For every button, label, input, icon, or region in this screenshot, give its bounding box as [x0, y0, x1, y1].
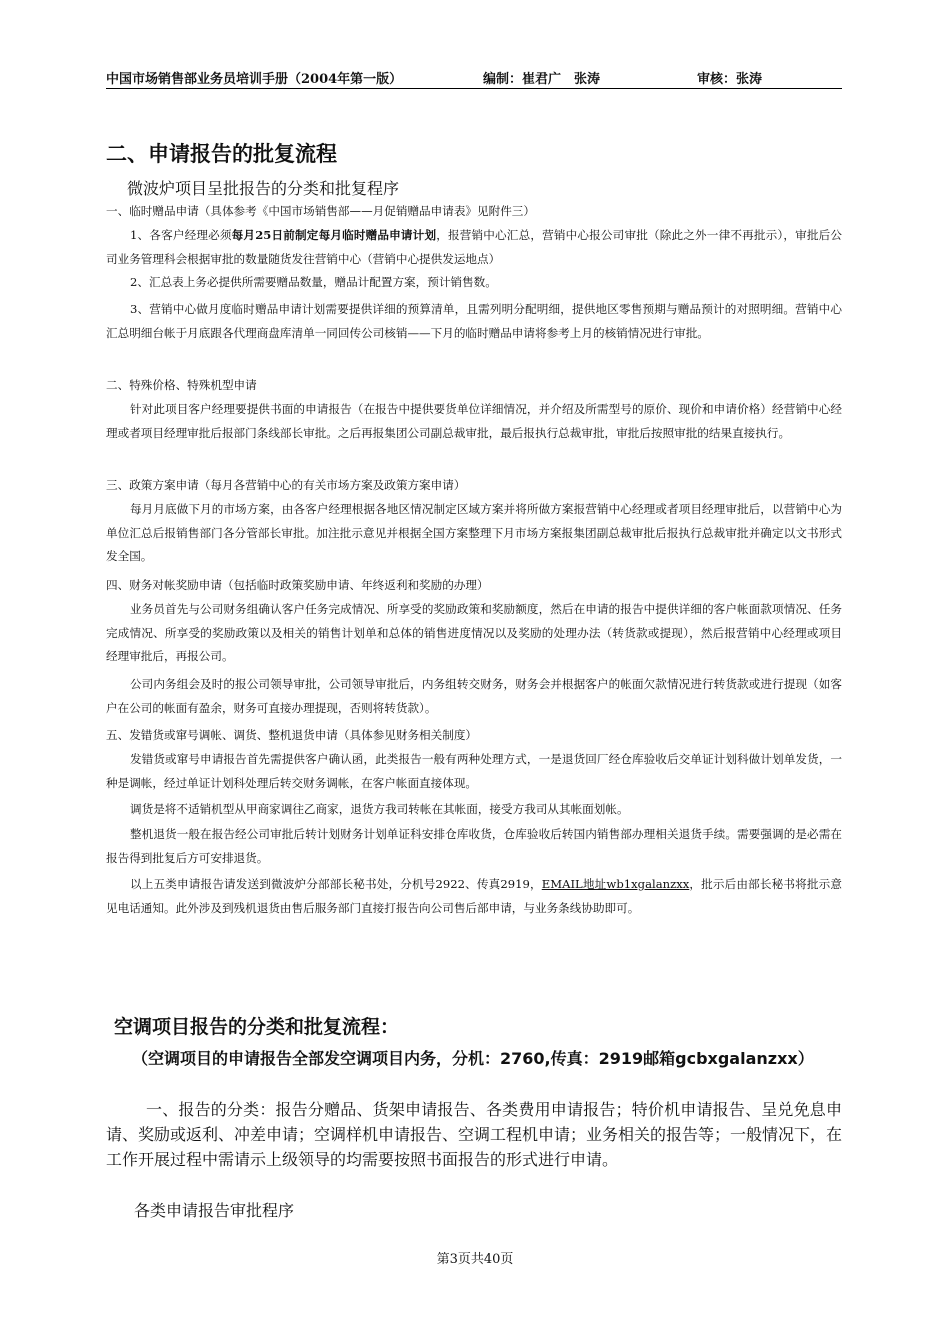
paragraph-return-goods: 整机退货一般在报告经公司审批后转计划财务计划单证科安排仓库收货，仓库验收后转国内销售部办理相关退货手续。需要强调的是必需在报告得到批复后方可安排退货。 [106, 827, 842, 865]
item-temporary-gifts: 一、临时赠品申请（具体参考《中国市场销售部——月促销赠品申请表》见附件三） [106, 204, 535, 218]
paragraph-gift-plan-rest: ，报营销中心汇总，营销中心报公司审批（除此之外一律不再批示），审批后公司业务管理科会根据审批的数量随货发往营销中心（营销中心提供发运地点） [106, 228, 843, 266]
paragraph-gift-plan-deadline: 每月25日前制定每月临时赠品申请计划 [231, 228, 437, 242]
aircon-procedure-heading: 各类申请报告审批程序 [134, 1201, 295, 1220]
page-number: 第3页共40页 [436, 1252, 514, 1267]
item-finance-reward: 四、财务对帐奖励申请（包括临时政策奖励申请、年终返利和奖励的办理） [106, 578, 489, 592]
aircon-contact: （空调项目的申请报告全部发空调项目内务，分机：2760,传真：2919邮箱gcbxgalanzxx） [132, 1049, 814, 1068]
paragraph-gift-plan [106, 224, 842, 271]
paragraph-transfer-goods: 调货是将不适销机型从甲商家调往乙商家，退货方我司转帐在其帐面，接受方我司从其帐面划帐。 [130, 802, 629, 816]
email-link[interactable]: EMAIL地址wb1xgalanzxx [541, 877, 690, 891]
paragraph-finance-approval: 公司内务组会及时的报公司领导审批，公司领导审批后，内务组转交财务，财务会并根据客户的帐面欠款情况进行转货款或进行提现（如客户在公司的帐面有盈余，财务可直接办理提现，否则将转货款）。 [106, 677, 842, 715]
item-policy-plan: 三、政策方案申请（每月各营销中心的有关市场方案及政策方案申请） [106, 478, 466, 492]
header-reviewer: 审核：张涛 [697, 72, 763, 87]
header-title: 中国市场销售部业务员培训手册（2004年第一版） [106, 72, 403, 87]
section-title: 二、申请报告的批复流程 [106, 142, 337, 166]
aircon-report-categories: 一、报告的分类：报告分赠品、货架申请报告、各类费用申请报告；特价机申请报告、呈兑免息申请、奖励或返利、冲差申请；空调样机申请报告、空调工程机申请；业务相关的报告等；一般情况下，在工作开展过程中需请示上级领导的均需要按照书面报告的形式进行申请。 [106, 1100, 843, 1169]
paragraph-wrong-shipment: 发错货或窜号申请报告首先需提供客户确认函，此类报告一般有两种处理方式，一是退货回厂经仓库验收后交单证计划科做计划单发货，一种是调帐，经过单证计划科处理后转交财务调帐，在客户帐面直接体现。 [106, 752, 842, 790]
header-editor: 编制：崔君广 张涛 [483, 72, 601, 87]
page-header [106, 66, 842, 89]
paragraph-summary-table: 2、汇总表上务必提供所需要赠品数量，赠品计配置方案，预计销售数。 [130, 275, 497, 289]
microwave-subtitle: 微波炉项目呈批报告的分类和批复程序 [127, 179, 400, 198]
paragraph-submission-contact [106, 873, 842, 920]
paragraph-finance-confirm: 业务员首先与公司财务组确认客户任务完成情况、所享受的奖励政策和奖励额度，然后在申请的报告中提供详细的客户帐面款项情况、任务完成情况、所享受的奖励政策以及相关的销售计划单和总体的销售进度情况以及奖励的处理办法（转货款或提现），然后报营销中心经理或项目经理审批后，再报公司。 [106, 602, 842, 663]
paragraph-gift-plan-start: 1、各客户经理必须 [130, 228, 232, 242]
paragraph-submission-contact-rest: ，批示后由部长秘书将批示意见电话通知。此外涉及到残机退货由售后服务部门直接打报告向公司售后部申请，与业务条线协助即可。 [106, 877, 843, 915]
item-special-price: 二、特殊价格、特殊机型申请 [106, 378, 257, 392]
paragraph-budget-list: 3、营销中心做月度临时赠品申请计划需要提供详细的预算清单，且需列明分配明细，提供地区零售预期与赠品预计的对照明细。营销中心汇总明细台帐于月底跟各代理商盘库清单一同回传公司核销——下月的临时赠品申请将参考上月的核销情况进行审批。 [106, 302, 842, 340]
paragraph-special-price: 针对此项目客户经理要提供书面的申请报告（在报告中提供要货单位详细情况，并介绍及所需型号的原价、现价和申请价格）经营销中心经理或者项目经理审批后报部门条线部长审批。之后再报集团公司副总裁审批，最后报执行总裁审批，审批后按照审批的结果直接执行。 [106, 402, 842, 440]
item-wrong-shipment: 五、发错货或窜号调帐、调货、整机退货申请（具体参见财务相关制度） [106, 728, 478, 742]
paragraph-submission-contact-start: 以上五类申请报告请发送到微波炉分部部长秘书处，分机号2922、传真2919， [130, 877, 542, 891]
paragraph-policy-plan: 每月月底做下月的市场方案，由各客户经理根据各地区情况制定区域方案并将所做方案报营销中心经理或者项目经理审批后，以营销中心为单位汇总后报销售部门各分管部长审批。加注批示意见并根据全国方案整理下月市场方案报集团副总裁审批后报执行总裁审批并确定以文书形式发全国。 [106, 502, 842, 563]
aircon-title: 空调项目报告的分类和批复流程： [114, 1016, 400, 1038]
